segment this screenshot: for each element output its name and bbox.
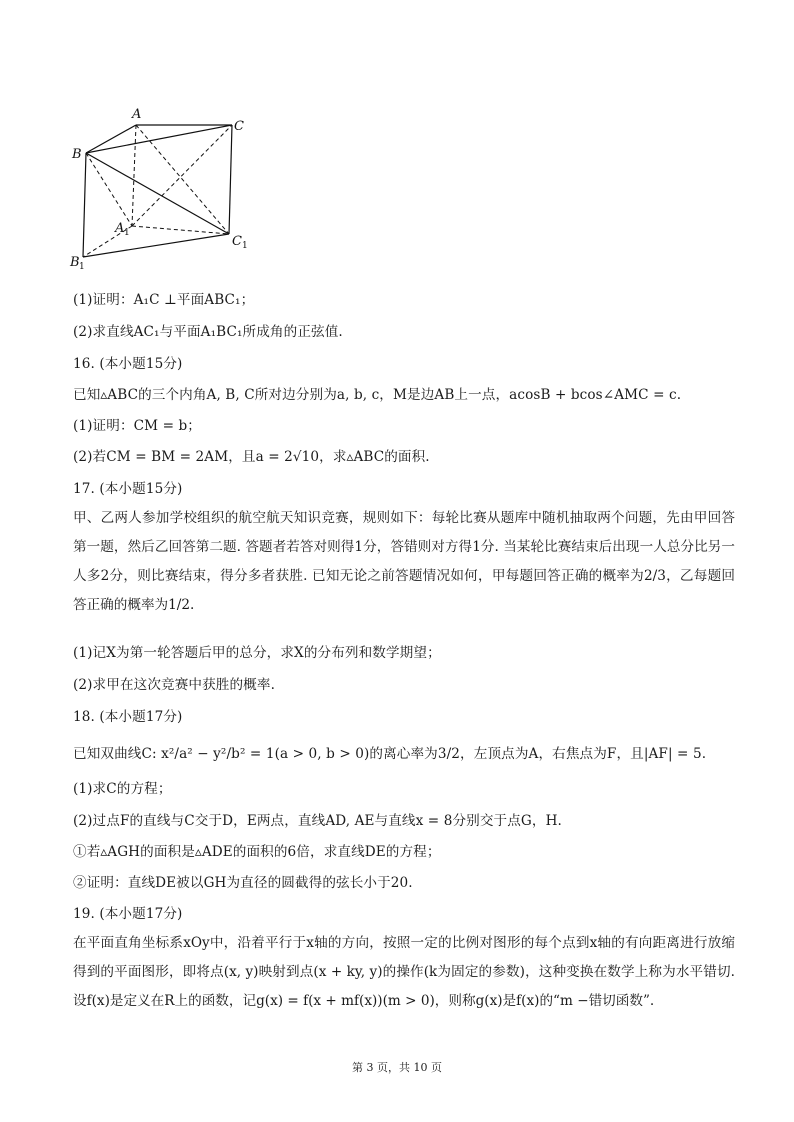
prism-figure [66,100,266,275]
q15-part2: (2)求直线AC₁与平面A₁BC₁所成角的正弦值. [73,324,343,340]
q18-part2: (2)过点F的直线与C交于D，E两点，直线AD, AE与直线x = 8分别交于点G，H. [73,813,562,829]
q19-stem: 在平面直角坐标系xOy中，沿着平行于x轴的方向，按照一定的比例对图形的每个点到x轴的有向距离进行放缩得到的平面图形，即将点(x, y)映射到点(x + ky, y)的操作(k为固定的参数)，这种变换在数学上称为水平错切. 设f(x)是定义在R上的函数，记g(x) = f(x + mf(x))(m > 0)，则称g(x)是f(x)的“m −错切函数”. [73,935,735,1009]
prism-diagram [66,100,266,275]
label-B1-sub: 1 [79,262,85,272]
label-B: B [72,147,82,162]
q15-part1: (1)证明：A₁C ⊥平面ABC₁； [73,292,255,308]
q16-heading: 16. (本小题15分) [73,356,183,372]
label-C: C [234,119,244,134]
q16-stem: 已知▵ABC的三个内角A, B, C所对边分别为a, b, c，M是边AB上一点，acosB + bcos∠AMC = c. [73,387,682,403]
label-C1: C [232,234,242,249]
label-A1-sub: 1 [124,228,130,238]
q16-part2: (2)若CM = BM = 2AM，且a = 2√10，求▵ABC的面积. [73,449,430,465]
label-C1-sub: 1 [242,241,248,251]
q19-heading: 19. (本小题17分) [73,906,183,922]
q17-part1: (1)记X为第一轮答题后甲的总分，求X的分布列和数学期望； [73,645,441,661]
q18-part2-sub1: ①若▵AGH的面积是▵ADE的面积的6倍，求直线DE的方程； [73,844,441,860]
q17-heading: 17. (本小题15分) [73,481,183,497]
page-footer: 第 3 页，共 10 页 [352,1061,442,1074]
q18-heading: 18. (本小题17分) [73,709,183,725]
q17-stem: 甲、乙两人参加学校组织的航空航天知识竞赛，规则如下：每轮比赛从题库中随机抽取两个问题，先由甲回答第一题，然后乙回答第二题. 答题者若答对则得1分，答错则对方得1分. 当某轮比赛结束后出现一人总分比另一人多2分，则比赛结束，得分多者获胜. 已知无论之前答题情况如何，甲每题回答正确的概率为2/3，乙每题回答正确的概率为1/2. [73,510,735,613]
q17-part2: (2)求甲在这次竞赛中获胜的概率. [73,677,275,693]
q18-part1: (1)求C的方程； [73,781,172,797]
q18-part2-sub2: ②证明：直线DE被以GH为直径的圆截得的弦长小于20. [73,875,413,891]
q16-part1: (1)证明：CM = b； [73,418,201,434]
label-B1: B [70,255,80,270]
label-A1: A [115,221,125,236]
q18-stem: 已知双曲线C: x²/a² − y²/b² = 1(a > 0, b > 0)的离心率为3/2，左顶点为A，右焦点为F，且|AF| = 5. [73,746,707,762]
label-A: A [132,107,142,122]
